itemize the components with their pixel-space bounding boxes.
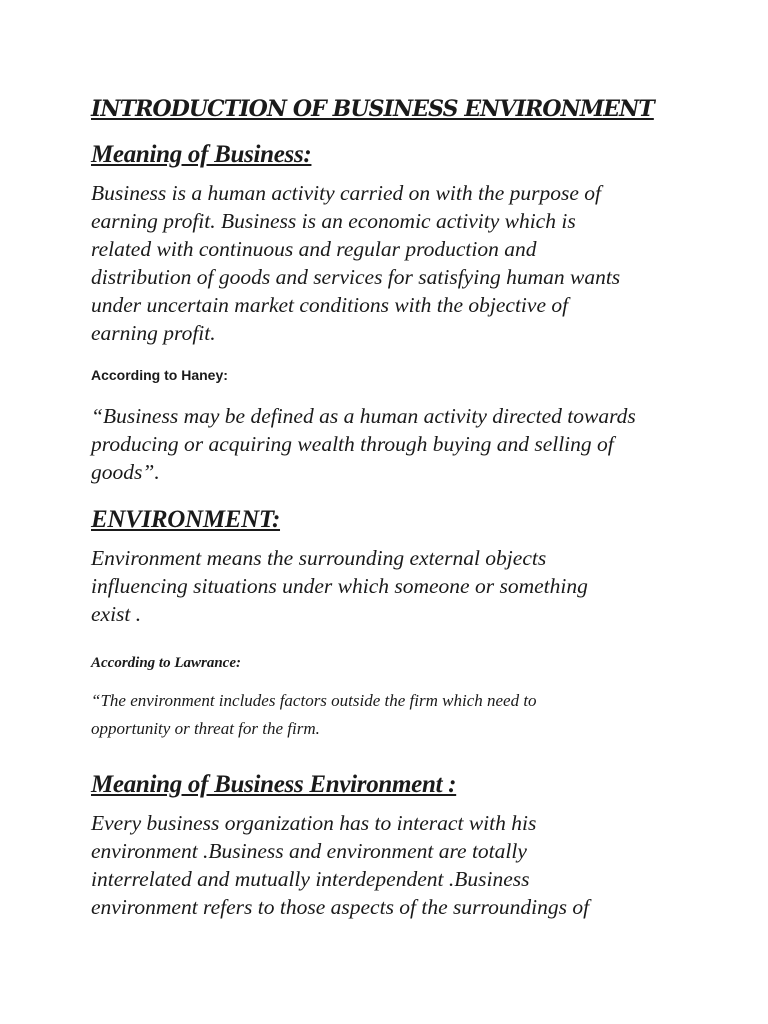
source-lawrance: According to Lawrance: bbox=[91, 655, 241, 671]
paragraph-line: Environment means the surrounding external objects bbox=[91, 546, 547, 570]
paragraph-line: exist . bbox=[91, 602, 142, 626]
paragraph-line: related with continuous and regular production and bbox=[91, 237, 537, 261]
heading-environment: ENVIRONMENT: bbox=[91, 506, 281, 533]
heading-meaning-of-business-environment: Meaning of Business Environment : bbox=[91, 771, 457, 798]
source-haney: According to Haney: bbox=[91, 367, 228, 383]
paragraph-line: distribution of goods and services for satisfying human wants bbox=[91, 265, 621, 289]
quote-line: goods”. bbox=[91, 460, 160, 484]
quote-lawrance bbox=[91, 687, 691, 743]
paragraph-line: earning profit. bbox=[91, 321, 216, 345]
heading-meaning-of-business: Meaning of Business: bbox=[91, 141, 312, 168]
document-title: INTRODUCTION OF BUSINESS ENVIRONMENT bbox=[91, 96, 654, 122]
paragraph-environment bbox=[91, 544, 691, 628]
paragraph-meaning-of-business bbox=[91, 179, 691, 347]
quote-line: “The environment includes factors outside the firm which need to bbox=[91, 691, 537, 710]
paragraph-line: environment refers to those aspects of the surroundings of bbox=[91, 895, 590, 919]
quote-haney bbox=[91, 402, 691, 486]
paragraph-line: earning profit. Business is an economic activity which is bbox=[91, 209, 576, 233]
paragraph-line: interrelated and mutually interdependent .Business bbox=[91, 867, 530, 891]
paragraph-line: Business is a human activity carried on with the purpose of bbox=[91, 181, 601, 205]
paragraph-line: Every business organization has to interact with his bbox=[91, 811, 537, 835]
paragraph-line: under uncertain market conditions with the objective of bbox=[91, 293, 569, 317]
quote-line: opportunity or threat for the firm. bbox=[91, 719, 320, 738]
quote-line: producing or acquiring wealth through buying and selling of bbox=[91, 432, 614, 456]
paragraph-line: environment .Business and environment are totally bbox=[91, 839, 527, 863]
paragraph-line: influencing situations under which someone or something bbox=[91, 574, 588, 598]
paragraph-meaning-of-business-environment bbox=[91, 809, 691, 921]
quote-line: “Business may be defined as a human activity directed towards bbox=[91, 404, 636, 428]
document-page bbox=[91, 92, 691, 921]
